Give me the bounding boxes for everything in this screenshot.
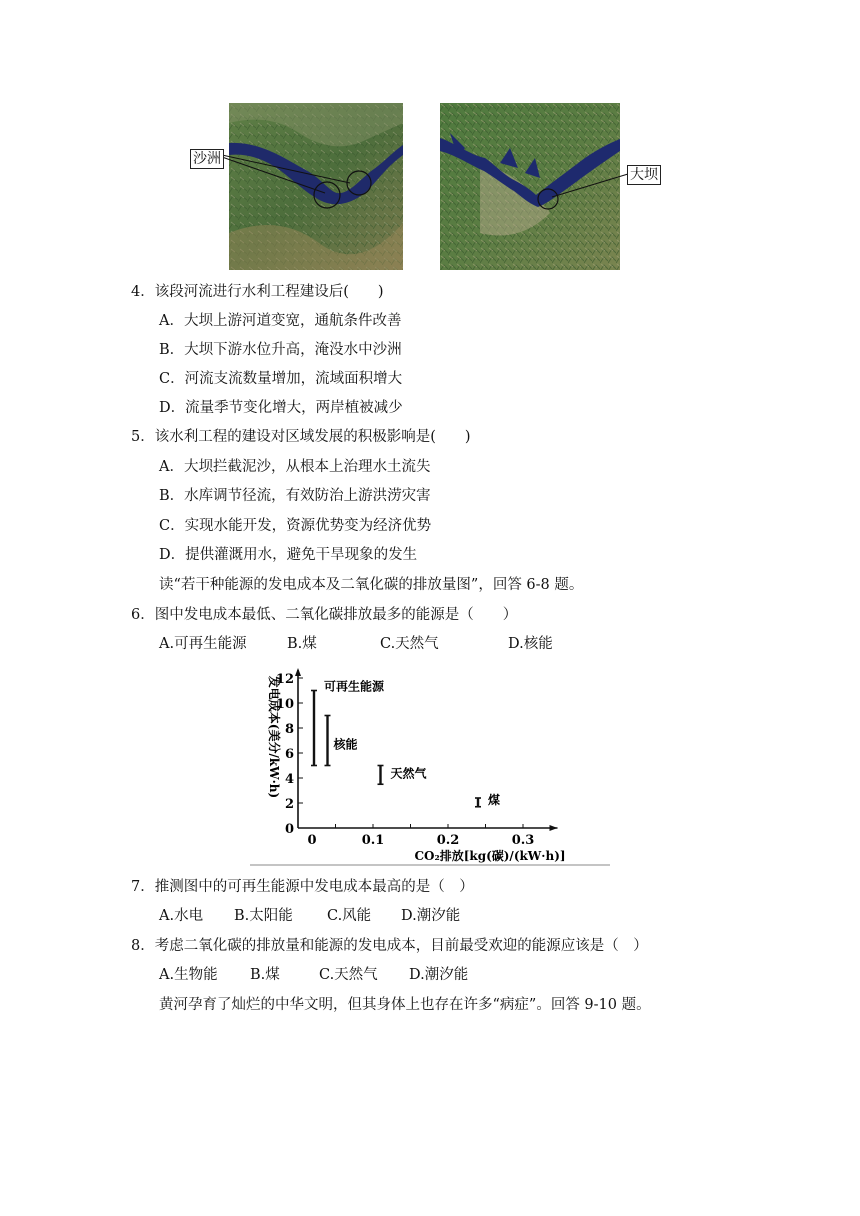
question-6-option-c: C.天然气 (380, 636, 439, 652)
chart-x-tick-label: 0.3 (511, 833, 535, 848)
chart-svg (250, 665, 610, 870)
chart-series-label: 核能 (333, 737, 358, 752)
chart-series-label: 煤 (488, 793, 501, 807)
question-6-option-b: B.煤 (287, 636, 317, 652)
chart-series-label: 可再生能源 (324, 679, 385, 694)
question-4-option-b: B．大坝下游水位升高，淹没水中沙洲 (159, 342, 402, 358)
energy-cost-chart (250, 665, 610, 870)
figure-leader-lines (0, 0, 860, 280)
question-8-options (159, 965, 659, 985)
sandbar-label: 沙洲 (190, 149, 224, 169)
question-8-option-c: C.天然气 (319, 967, 378, 983)
chart-y-tick-label: 0 (284, 822, 294, 837)
chart-range-bar (311, 679, 385, 766)
question-7-option-d: D.潮汐能 (401, 908, 461, 924)
chart-series-label: 天然气 (390, 766, 427, 781)
question-6-options (159, 634, 659, 654)
question-6-stem: 6．图中发电成本最低、二氧化碳排放最多的能源是（ ） (131, 607, 518, 623)
chart-y-axis-arrow (295, 668, 301, 676)
intro-questions-9-10: 黄河孕育了灿烂的中华文明，但其身体上也存在许多“病症”。回答 9-10 题。 (159, 997, 651, 1013)
chart-y-tick-label: 10 (275, 697, 294, 712)
question-8-option-d: D.潮汐能 (409, 967, 469, 983)
chart-range-bar (378, 766, 428, 785)
question-7-stem: 7．推测图中的可再生能源中发电成本最高的是（ ） (131, 879, 474, 895)
intro-questions-6-8: 读“若干种能源的发电成本及二氧化碳的排放量图”，回答 6-8 题。 (159, 577, 584, 593)
chart-y-tick-label: 6 (284, 747, 294, 762)
chart-x-axis-arrow (550, 825, 558, 831)
chart-x-tick-label: 0.2 (436, 833, 460, 848)
question-5-option-c: C．实现水能开发，资源优势变为经济优势 (159, 518, 432, 534)
question-7-options (159, 906, 659, 926)
question-7-option-c: C.风能 (327, 908, 372, 924)
chart-y-tick-label: 8 (284, 722, 294, 737)
chart-x-tick-label: 0.1 (361, 833, 385, 848)
question-7-option-a: A.水电 (159, 908, 204, 924)
question-8-option-a: A.生物能 (159, 967, 218, 983)
question-4-option-c: C．河流支流数量增加，流域面积增大 (159, 371, 403, 387)
question-7-option-b: B.太阳能 (234, 908, 293, 924)
question-8-stem: 8．考虑二氧化碳的排放量和能源的发电成本，目前最受欢迎的能源应该是（ ） (131, 938, 648, 954)
chart-y-tick-label: 12 (275, 672, 294, 687)
question-4-stem: 4．该段河流进行水利工程建设后( ) (131, 284, 384, 300)
dam-label: 大坝 (627, 165, 661, 185)
chart-x-tick-label: 0 (307, 833, 317, 848)
question-4-option-a: A．大坝上游河道变宽，通航条件改善 (159, 313, 402, 329)
question-4-option-d: D．流量季节变化增大，两岸植被减少 (159, 400, 403, 416)
question-8-option-b: B.煤 (250, 967, 280, 983)
question-5-option-d: D．提供灌溉用水，避免干旱现象的发生 (159, 547, 418, 563)
chart-y-tick-label: 2 (284, 797, 294, 812)
chart-y-axis-label: 发电成本(美分/kW·h) (267, 675, 281, 799)
question-5-option-a: A．大坝拦截泥沙，从根本上治理水土流失 (159, 459, 431, 475)
question-5-option-b: B．水库调节径流，有效防治上游洪涝灾害 (159, 488, 431, 504)
chart-range-bar (475, 792, 500, 807)
question-6-option-d: D.核能 (508, 636, 553, 652)
chart-x-axis-label: CO₂排放[kg(碳)/(kW·h)] (414, 849, 566, 863)
chart-y-tick-label: 4 (284, 772, 294, 787)
question-5-stem: 5．该水利工程的建设对区域发展的积极影响是( ) (131, 429, 471, 445)
question-6-option-a: A.可再生能源 (159, 636, 247, 652)
chart-range-bar (325, 716, 358, 766)
